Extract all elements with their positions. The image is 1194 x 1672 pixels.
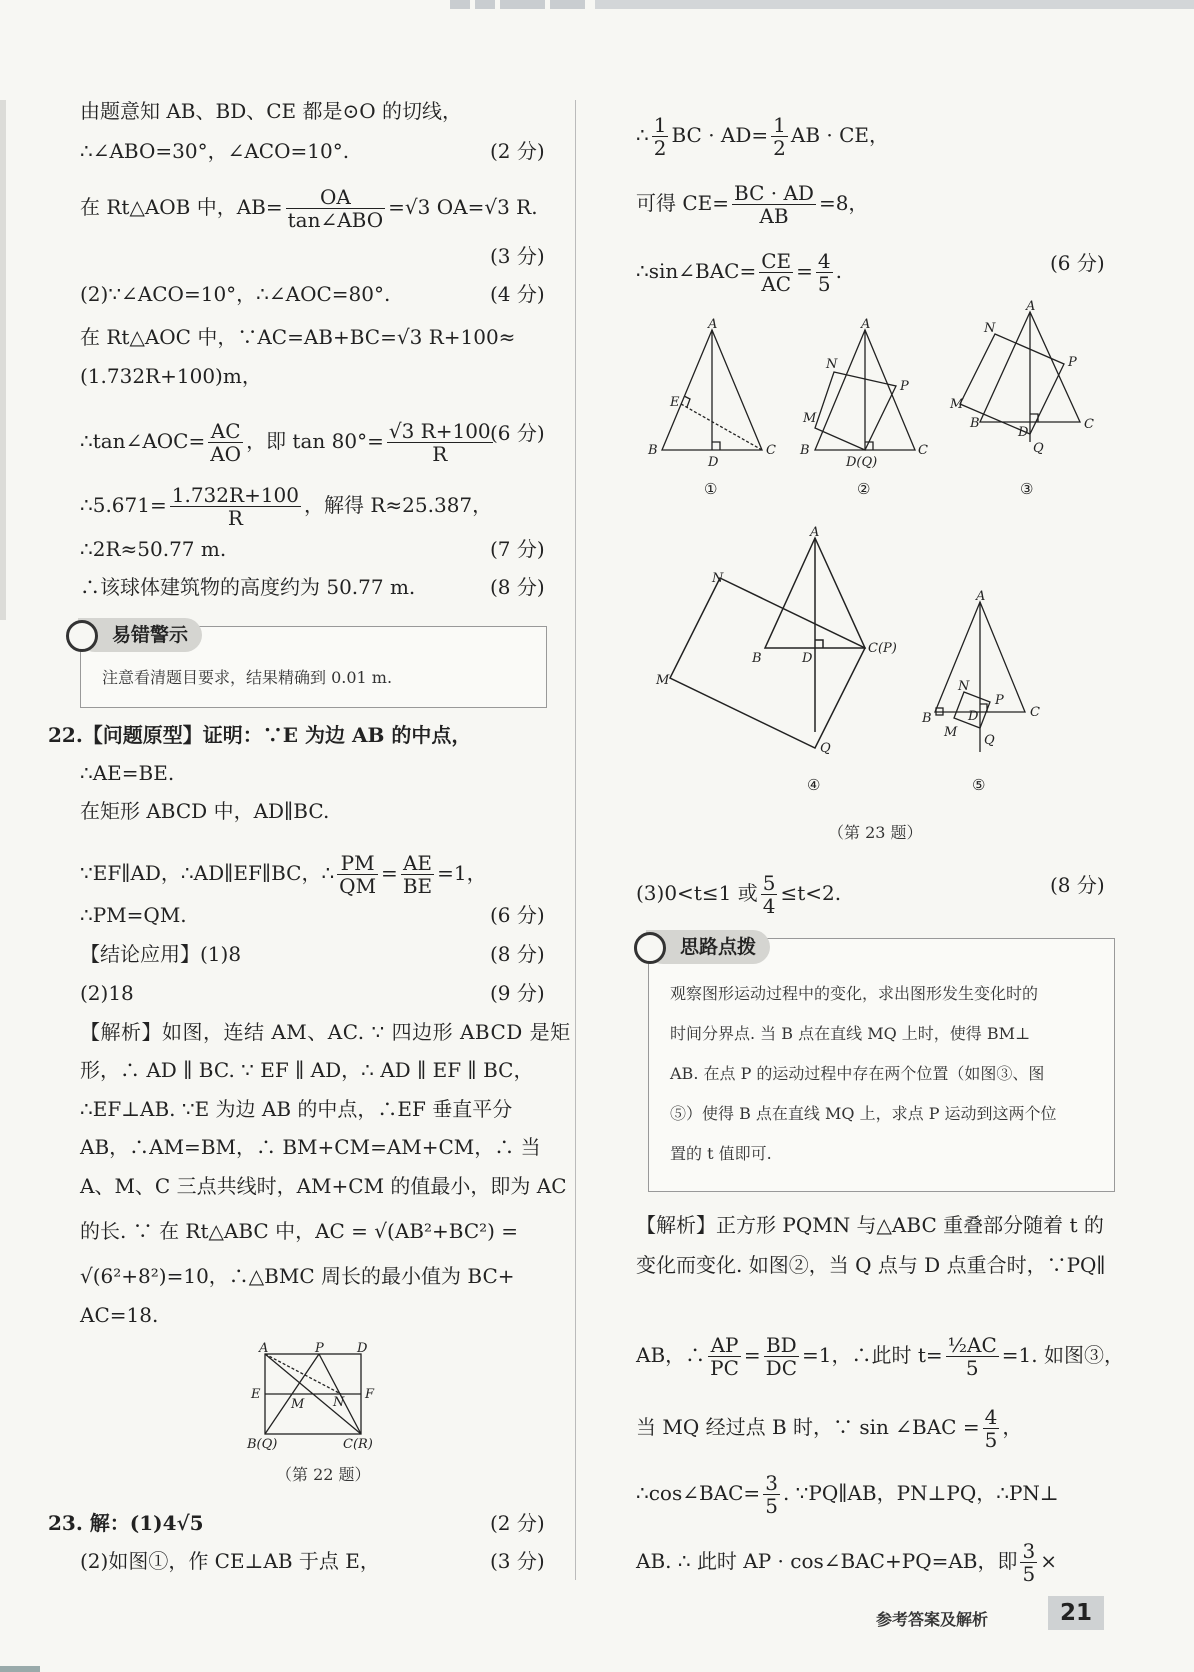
svg-text:B: B <box>648 443 658 458</box>
text: =√3 OA=√3 R. <box>388 195 538 219</box>
fraction <box>732 182 816 227</box>
text-line: ∴∠ABO=30°，∠ACO=10°. <box>80 139 350 163</box>
svg-text:B: B <box>970 416 980 431</box>
fraction <box>401 852 434 897</box>
score: (8 分) <box>490 942 545 966</box>
fraction <box>170 484 301 529</box>
figure-1-label: ① <box>704 480 718 498</box>
analysis-line: 【解析】正方形 PQMN 与△ABC 重叠部分随着 t 的 <box>636 1213 1104 1237</box>
denominator: DC <box>765 1356 798 1380</box>
svg-text:E: E <box>251 1387 261 1402</box>
svg-text:P: P <box>1068 355 1077 370</box>
svg-text:E: E <box>670 395 680 410</box>
denominator: AB <box>759 204 789 228</box>
figure-4-label: ④ <box>807 776 821 794</box>
svg-text:C: C <box>1030 705 1040 720</box>
fraction <box>387 420 493 465</box>
analysis-line: √(6²+8²)=10，∴△BMC 周长的最小值为 BC+ <box>80 1264 515 1288</box>
svg-text:B: B <box>752 651 762 666</box>
denominator: 2 <box>653 136 667 160</box>
text: ∴tan∠AOC= <box>80 429 206 453</box>
svg-text:A: A <box>1026 299 1036 314</box>
svg-text:A: A <box>861 317 871 332</box>
svg-text:M: M <box>291 1397 305 1412</box>
analysis-line: ∴EF⊥AB. ∵E 为边 AB 的中点，∴EF 垂直平分 <box>80 1097 513 1121</box>
tip-line: 时间分界点. 当 B 点在直线 MQ 上时，使得 BM⊥ <box>670 1024 1031 1043</box>
formula-line <box>636 872 841 917</box>
numerator: 1 <box>773 113 786 137</box>
svg-text:M: M <box>803 411 817 426</box>
svg-text:P: P <box>900 379 909 394</box>
analysis-line: AC=18. <box>80 1303 159 1327</box>
text: ，解得 R≈25.387， <box>304 493 493 517</box>
fraction <box>763 1472 780 1517</box>
denominator: 5 <box>765 1494 778 1518</box>
text-line: 在矩形 ABCD 中，AD∥BC. <box>80 799 330 823</box>
denominator: 2 <box>773 136 786 160</box>
text: ≤t<2. <box>780 881 842 905</box>
score: (3 分) <box>490 244 545 268</box>
svg-text:D(Q): D(Q) <box>846 455 878 470</box>
magnifier-icon <box>634 932 666 964</box>
text: =1. 如图③， <box>1001 1343 1124 1367</box>
bottom-mark <box>0 1666 40 1672</box>
svg-text:N: N <box>984 321 996 336</box>
svg-text:A: A <box>259 1341 269 1356</box>
fraction <box>286 186 386 231</box>
denominator: tan∠ABO <box>287 208 384 232</box>
footer-label: 参考答案及解析 <box>876 1610 989 1629</box>
text-line: 由题意知 AB、BD、CE 都是⊙O 的切线， <box>80 99 463 123</box>
numerator: 1.732R+100 <box>171 483 299 507</box>
formula-line <box>636 1472 1059 1517</box>
svg-text:C(R): C(R) <box>343 1437 373 1452</box>
text: 当 MQ 经过点 B 时，∵ sin ∠BAC = <box>636 1415 980 1439</box>
denominator: 5 <box>817 272 831 296</box>
denominator: 5 <box>965 1356 979 1380</box>
svg-text:P: P <box>995 693 1004 708</box>
text-line: (2)18 <box>80 981 134 1005</box>
denominator: R <box>227 506 243 530</box>
numerator: AE <box>401 852 434 875</box>
fraction <box>708 1334 741 1379</box>
score: (6 分) <box>490 903 545 927</box>
numerator: 3 <box>1022 1539 1036 1563</box>
fraction <box>764 1334 799 1379</box>
numerator: CE <box>761 249 792 273</box>
text: ∴5.671= <box>80 493 167 517</box>
text: . ∵PQ∥AB，PN⊥PQ，∴PN⊥ <box>782 1481 1059 1505</box>
analysis-line: 变化而变化. 如图②，当 Q 点与 D 点重合时，∵PQ∥ <box>636 1253 1106 1277</box>
svg-text:D: D <box>1018 425 1029 440</box>
denominator: QM <box>339 874 377 898</box>
svg-text:D: D <box>708 455 719 470</box>
denominator: 4 <box>762 894 776 918</box>
figure-5-label: ⑤ <box>972 776 986 794</box>
text-line: (2)如图①，作 CE⊥AB 于点 E， <box>80 1549 380 1573</box>
svg-text:C: C <box>1084 417 1094 432</box>
magnifier-icon <box>66 620 98 652</box>
text-line: (2)∵∠ACO=10°，∴∠AOC=80°. <box>80 282 391 306</box>
numerator: AC <box>208 420 243 443</box>
text: ，即 tan 80°= <box>246 429 384 453</box>
text: ∴ <box>636 123 649 147</box>
page-number: 21 <box>1048 1596 1104 1630</box>
svg-text:N: N <box>712 571 724 586</box>
fraction <box>1020 1540 1037 1585</box>
numerator: 5 <box>762 871 776 895</box>
tip-line: AB. 在点 P 的运动过程中存在两个位置（如图③、图 <box>670 1064 1045 1083</box>
analysis-line: AB，∴AM=BM，∴ BM+CM=AM+CM，∴ 当 <box>80 1135 541 1159</box>
svg-text:N: N <box>958 679 970 694</box>
denominator: BE <box>402 874 433 898</box>
svg-text:M: M <box>950 397 964 412</box>
denominator: 5 <box>1022 1562 1036 1586</box>
page-edge-shadow <box>0 100 6 620</box>
svg-text:M: M <box>944 725 958 740</box>
svg-text:F: F <box>365 1387 375 1402</box>
text-line: 【结论应用】(1)8 <box>80 942 242 966</box>
numerator: BD <box>764 1334 799 1357</box>
text: ∴sin∠BAC= <box>636 259 757 283</box>
analysis-line: 【解析】如图，连结 AM、AC. ∵ 四边形 ABCD 是矩 <box>80 1020 571 1044</box>
fraction <box>946 1334 999 1379</box>
score: (6 分) <box>1050 251 1105 275</box>
fraction <box>816 250 833 295</box>
question-23: 23. 解：(1)4√5 <box>48 1511 204 1535</box>
text-line: ∴AE=BE. <box>80 761 175 785</box>
text: (3)0<t≤1 或 <box>636 881 758 905</box>
fraction <box>983 1406 1000 1451</box>
fraction <box>771 114 788 159</box>
analysis-line: 形，∴ AD ∥ BC. ∵ EF ∥ AD，∴ AD ∥ EF ∥ BC， <box>80 1058 534 1082</box>
numerator: 4 <box>817 249 831 273</box>
fraction <box>761 872 778 917</box>
numerator: √3 R+100 <box>388 419 491 443</box>
text: 可得 CE= <box>636 191 730 215</box>
text: =1， <box>437 861 487 885</box>
text: AB，∴ <box>636 1343 706 1367</box>
score: (2 分) <box>490 1511 545 1535</box>
svg-text:C(P): C(P) <box>868 641 897 656</box>
svg-text:N: N <box>826 357 838 372</box>
tip-title: 思路点拨 <box>646 930 770 964</box>
text: × <box>1040 1549 1057 1573</box>
warning-text: 注意看清题目要求，结果精确到 0.01 m. <box>102 668 393 687</box>
svg-text:D: D <box>968 709 979 724</box>
denominator: PC <box>710 1356 739 1380</box>
score: (6 分) <box>490 421 545 445</box>
svg-text:A: A <box>976 589 986 604</box>
text-line: ∴PM=QM. <box>80 903 187 927</box>
warning-title: 易错警示 <box>78 618 202 652</box>
fraction <box>652 114 669 159</box>
formula-line: AB，∴ $\frac{AP}{PC}$ = $\frac{BD}{DC}$ =1，∴此时 t= $\frac{\text{½AC}}{5}$ =1. 如图③， <box>636 1333 1124 1380</box>
figure-2-label: ② <box>857 480 871 498</box>
formula-line <box>636 182 868 227</box>
svg-text:B: B <box>922 711 932 726</box>
svg-text:B(Q): B(Q) <box>247 1437 278 1452</box>
formula-line: ∵EF∥AD，∴AD∥EF∥BC，∴ $\frac{PM}{QM}$ = $\frac{AE}{BE}$ =1， <box>80 851 487 898</box>
formula-line: ∴sin∠BAC= $\frac{CE}{AC}$ = $\frac{4}{5}$ . <box>636 249 842 296</box>
text: =1，∴此时 t= <box>802 1343 943 1367</box>
text: AB · CE， <box>790 123 890 147</box>
text: 在 Rt△AOB 中，AB= <box>80 195 283 219</box>
formula-line <box>636 1406 1022 1451</box>
tip-line: 观察图形运动过程中的变化，求出图形发生变化时的 <box>670 984 1039 1003</box>
score: (4 分) <box>490 282 545 306</box>
text: AB. ∴ 此时 AP · cos∠BAC+PQ=AB，即 <box>636 1549 1018 1573</box>
analysis-line: 的长. ∵ 在 Rt△ABC 中，AC = √(AB²+BC²) = <box>80 1219 519 1243</box>
formula-line <box>80 484 492 529</box>
figure-3-label: ③ <box>1020 480 1034 498</box>
numerator: PM <box>337 852 378 875</box>
text-line: (1.732R+100)m， <box>80 364 262 388</box>
figure-22 <box>245 1340 375 1455</box>
svg-text:C: C <box>766 443 776 458</box>
score: (7 分) <box>490 537 545 561</box>
svg-text:Q: Q <box>984 733 995 748</box>
text-line: 在 Rt△AOC 中，∵AC=AB+BC=√3 R+100≈ <box>80 325 516 349</box>
tip-line: 置的 t 值即可. <box>670 1144 772 1163</box>
formula-line <box>80 186 538 231</box>
svg-text:B: B <box>800 443 810 458</box>
svg-text:M: M <box>656 673 670 688</box>
numerator: 1 <box>653 113 667 137</box>
text: BC · AD= <box>671 123 769 147</box>
fraction <box>337 852 378 897</box>
numerator: ½AC <box>947 1333 997 1357</box>
top-color-bar <box>450 0 1194 12</box>
score: (8 分) <box>490 575 545 599</box>
fraction <box>759 250 793 295</box>
formula-line <box>636 114 889 159</box>
figure-23 <box>640 299 1130 812</box>
score: (9 分) <box>490 981 545 1005</box>
analysis-line: A、M、C 三点共线时，AM+CM 的值最小，即为 AC <box>80 1174 567 1198</box>
text: . <box>835 259 842 283</box>
numerator: BC · AD <box>734 181 814 205</box>
svg-text:A: A <box>708 317 718 332</box>
text-line: ∴该球体建筑物的高度约为 50.77 m. <box>80 575 416 599</box>
figure-22-caption: （第 22 题） <box>276 1465 371 1484</box>
numerator: 3 <box>765 1471 778 1495</box>
figure-23-caption: （第 23 题） <box>828 823 923 842</box>
numerator: OA <box>286 186 386 209</box>
score: (2 分) <box>490 139 545 163</box>
text: ∵EF∥AD，∴AD∥EF∥BC，∴ <box>80 861 335 885</box>
text: ， <box>1002 1415 1023 1439</box>
text-line: ∴2R≈50.77 m. <box>80 537 227 561</box>
svg-text:P: P <box>315 1341 324 1356</box>
score: (8 分) <box>1050 873 1105 897</box>
denominator: 5 <box>984 1428 998 1452</box>
svg-text:D: D <box>357 1341 368 1356</box>
question-22: 22.【问题原型】证明：∵E 为边 AB 的中点， <box>48 723 472 747</box>
denominator: AC <box>761 272 792 296</box>
svg-text:N: N <box>333 1395 345 1410</box>
tip-line: ⑤）使得 B 点在直线 MQ 上，求点 P 运动到这两个位 <box>670 1104 1057 1123</box>
formula-line <box>80 420 496 465</box>
svg-text:C: C <box>918 443 928 458</box>
score: (3 分) <box>490 1549 545 1573</box>
numerator: AP <box>708 1334 741 1357</box>
svg-text:Q: Q <box>820 741 831 756</box>
svg-text:A: A <box>810 525 820 540</box>
svg-text:D: D <box>802 651 813 666</box>
text: ∴cos∠BAC= <box>636 1481 761 1505</box>
denominator: R <box>432 442 448 466</box>
formula-line <box>636 1540 1057 1585</box>
svg-text:Q: Q <box>1033 441 1044 456</box>
text: =8， <box>818 191 869 215</box>
numerator: 4 <box>984 1405 998 1429</box>
fraction <box>208 420 243 465</box>
denominator: AO <box>210 442 242 466</box>
column-divider <box>575 100 576 1580</box>
